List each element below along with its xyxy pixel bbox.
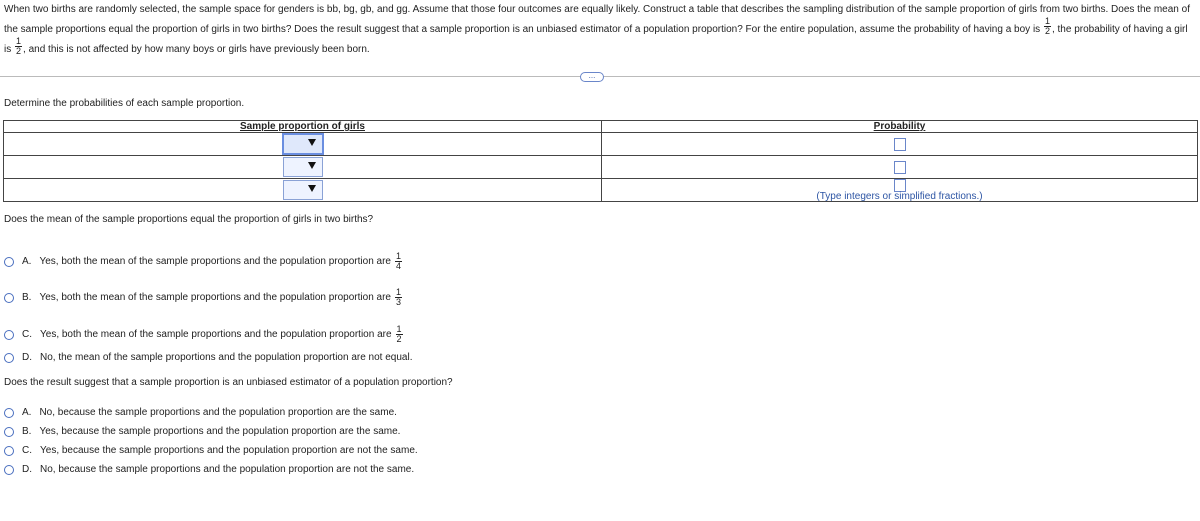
q2-option-a[interactable] <box>4 406 397 420</box>
proportion-cell <box>4 179 602 202</box>
radio-button[interactable] <box>4 408 14 418</box>
option-text: No, the mean of the sample proportions and the population proportion are not equal. <box>40 352 413 363</box>
proportion-cell <box>4 133 602 156</box>
probability-input[interactable] <box>894 161 906 174</box>
chevron-down-icon <box>308 162 316 169</box>
q1-option-c[interactable] <box>4 325 404 344</box>
radio-button[interactable] <box>4 257 14 267</box>
proportion-cell <box>4 156 602 179</box>
question-1: Does the mean of the sample proportions equal the proportion of girls in two births? <box>4 214 374 225</box>
radio-button[interactable] <box>4 446 14 456</box>
boy-probability-fraction: $\frac{1}{2}$ <box>1044 16 1050 36</box>
option-text: Yes, both the mean of the sample proportions and the population proportion are <box>40 328 392 340</box>
chevron-down-icon <box>308 185 316 192</box>
expand-more-button[interactable]: ... <box>580 72 604 82</box>
option-fraction: $\frac{1}{2}$ <box>396 324 402 344</box>
distribution-table <box>3 120 1198 202</box>
option-letter: A. <box>22 255 32 267</box>
option-text: Yes, because the sample proportions and the population proportion are the same. <box>39 426 401 437</box>
option-letter: B. <box>22 426 32 437</box>
probability-input[interactable] <box>894 138 906 151</box>
input-hint: (Type integers or simplified fractions.) <box>816 191 983 202</box>
q2-option-b[interactable] <box>4 425 400 439</box>
option-letter: A. <box>22 407 32 418</box>
q2-option-d[interactable] <box>4 463 414 477</box>
option-fraction: $\frac{1}{4}$ <box>396 251 402 271</box>
girl-probability-fraction: $\frac{1}{2}$ <box>16 36 22 57</box>
probability-cell <box>602 179 1198 202</box>
problem-text-part1: When two births are randomly selected, the sample space for genders is bb, bg, gb, and gg. Assume that those four outcomes are equally likely. Construct a table that describes the sampling distribution of the sample proportion of girls from two births. Does the mean of the sample proportions equal the proportion of girls in two births? Does the result suggest that a sample proportion is an unbiased estimator of a population proportion? For the entire population, assume the probability of having a boy is <box>4 4 1190 36</box>
option-text: No, because the sample proportions and the population proportion are not the same. <box>40 464 415 475</box>
question-2: Does the result suggest that a sample proportion is an unbiased estimator of a population proportion? <box>4 377 453 388</box>
table-row <box>4 179 1198 202</box>
radio-button[interactable] <box>4 353 14 363</box>
table-row <box>4 133 1198 156</box>
q1-option-a[interactable] <box>4 252 403 271</box>
header-sample-proportion: Sample proportion of girls <box>4 121 602 133</box>
problem-text-part2: , the probability of having a girl is <box>4 24 1188 56</box>
option-letter: C. <box>22 445 32 456</box>
q2-option-c[interactable] <box>4 444 418 458</box>
section-instruction: Determine the probabilities of each sample proportion. <box>4 98 245 109</box>
radio-button[interactable] <box>4 330 14 340</box>
problem-text-part3: , and this is not affected by how many boys or girls have previously been born. <box>23 44 370 56</box>
radio-button[interactable] <box>4 427 14 437</box>
radio-button[interactable] <box>4 293 14 303</box>
q1-option-b[interactable] <box>4 288 403 307</box>
option-letter: B. <box>22 291 32 303</box>
option-letter: D. <box>22 464 32 475</box>
option-text: No, because the sample proportions and the population proportion are the same. <box>39 407 397 418</box>
option-text: Yes, both the mean of the sample proportions and the population proportion are <box>39 255 391 267</box>
probability-cell <box>602 133 1198 156</box>
q1-option-d[interactable] <box>4 351 412 365</box>
proportion-dropdown[interactable] <box>282 133 324 155</box>
proportion-dropdown[interactable] <box>283 180 323 200</box>
table-row <box>4 156 1198 179</box>
option-fraction: $\frac{1}{3}$ <box>396 287 402 307</box>
problem-statement <box>4 0 1196 60</box>
radio-button[interactable] <box>4 465 14 475</box>
probability-cell <box>602 156 1198 179</box>
proportion-dropdown[interactable] <box>283 157 323 177</box>
option-letter: C. <box>22 328 32 340</box>
header-probability: Probability <box>602 121 1198 133</box>
option-text: Yes, because the sample proportions and the population proportion are not the same. <box>40 445 418 456</box>
chevron-down-icon <box>308 139 316 146</box>
option-letter: D. <box>22 352 32 363</box>
option-text: Yes, both the mean of the sample proportions and the population proportion are <box>39 291 391 303</box>
